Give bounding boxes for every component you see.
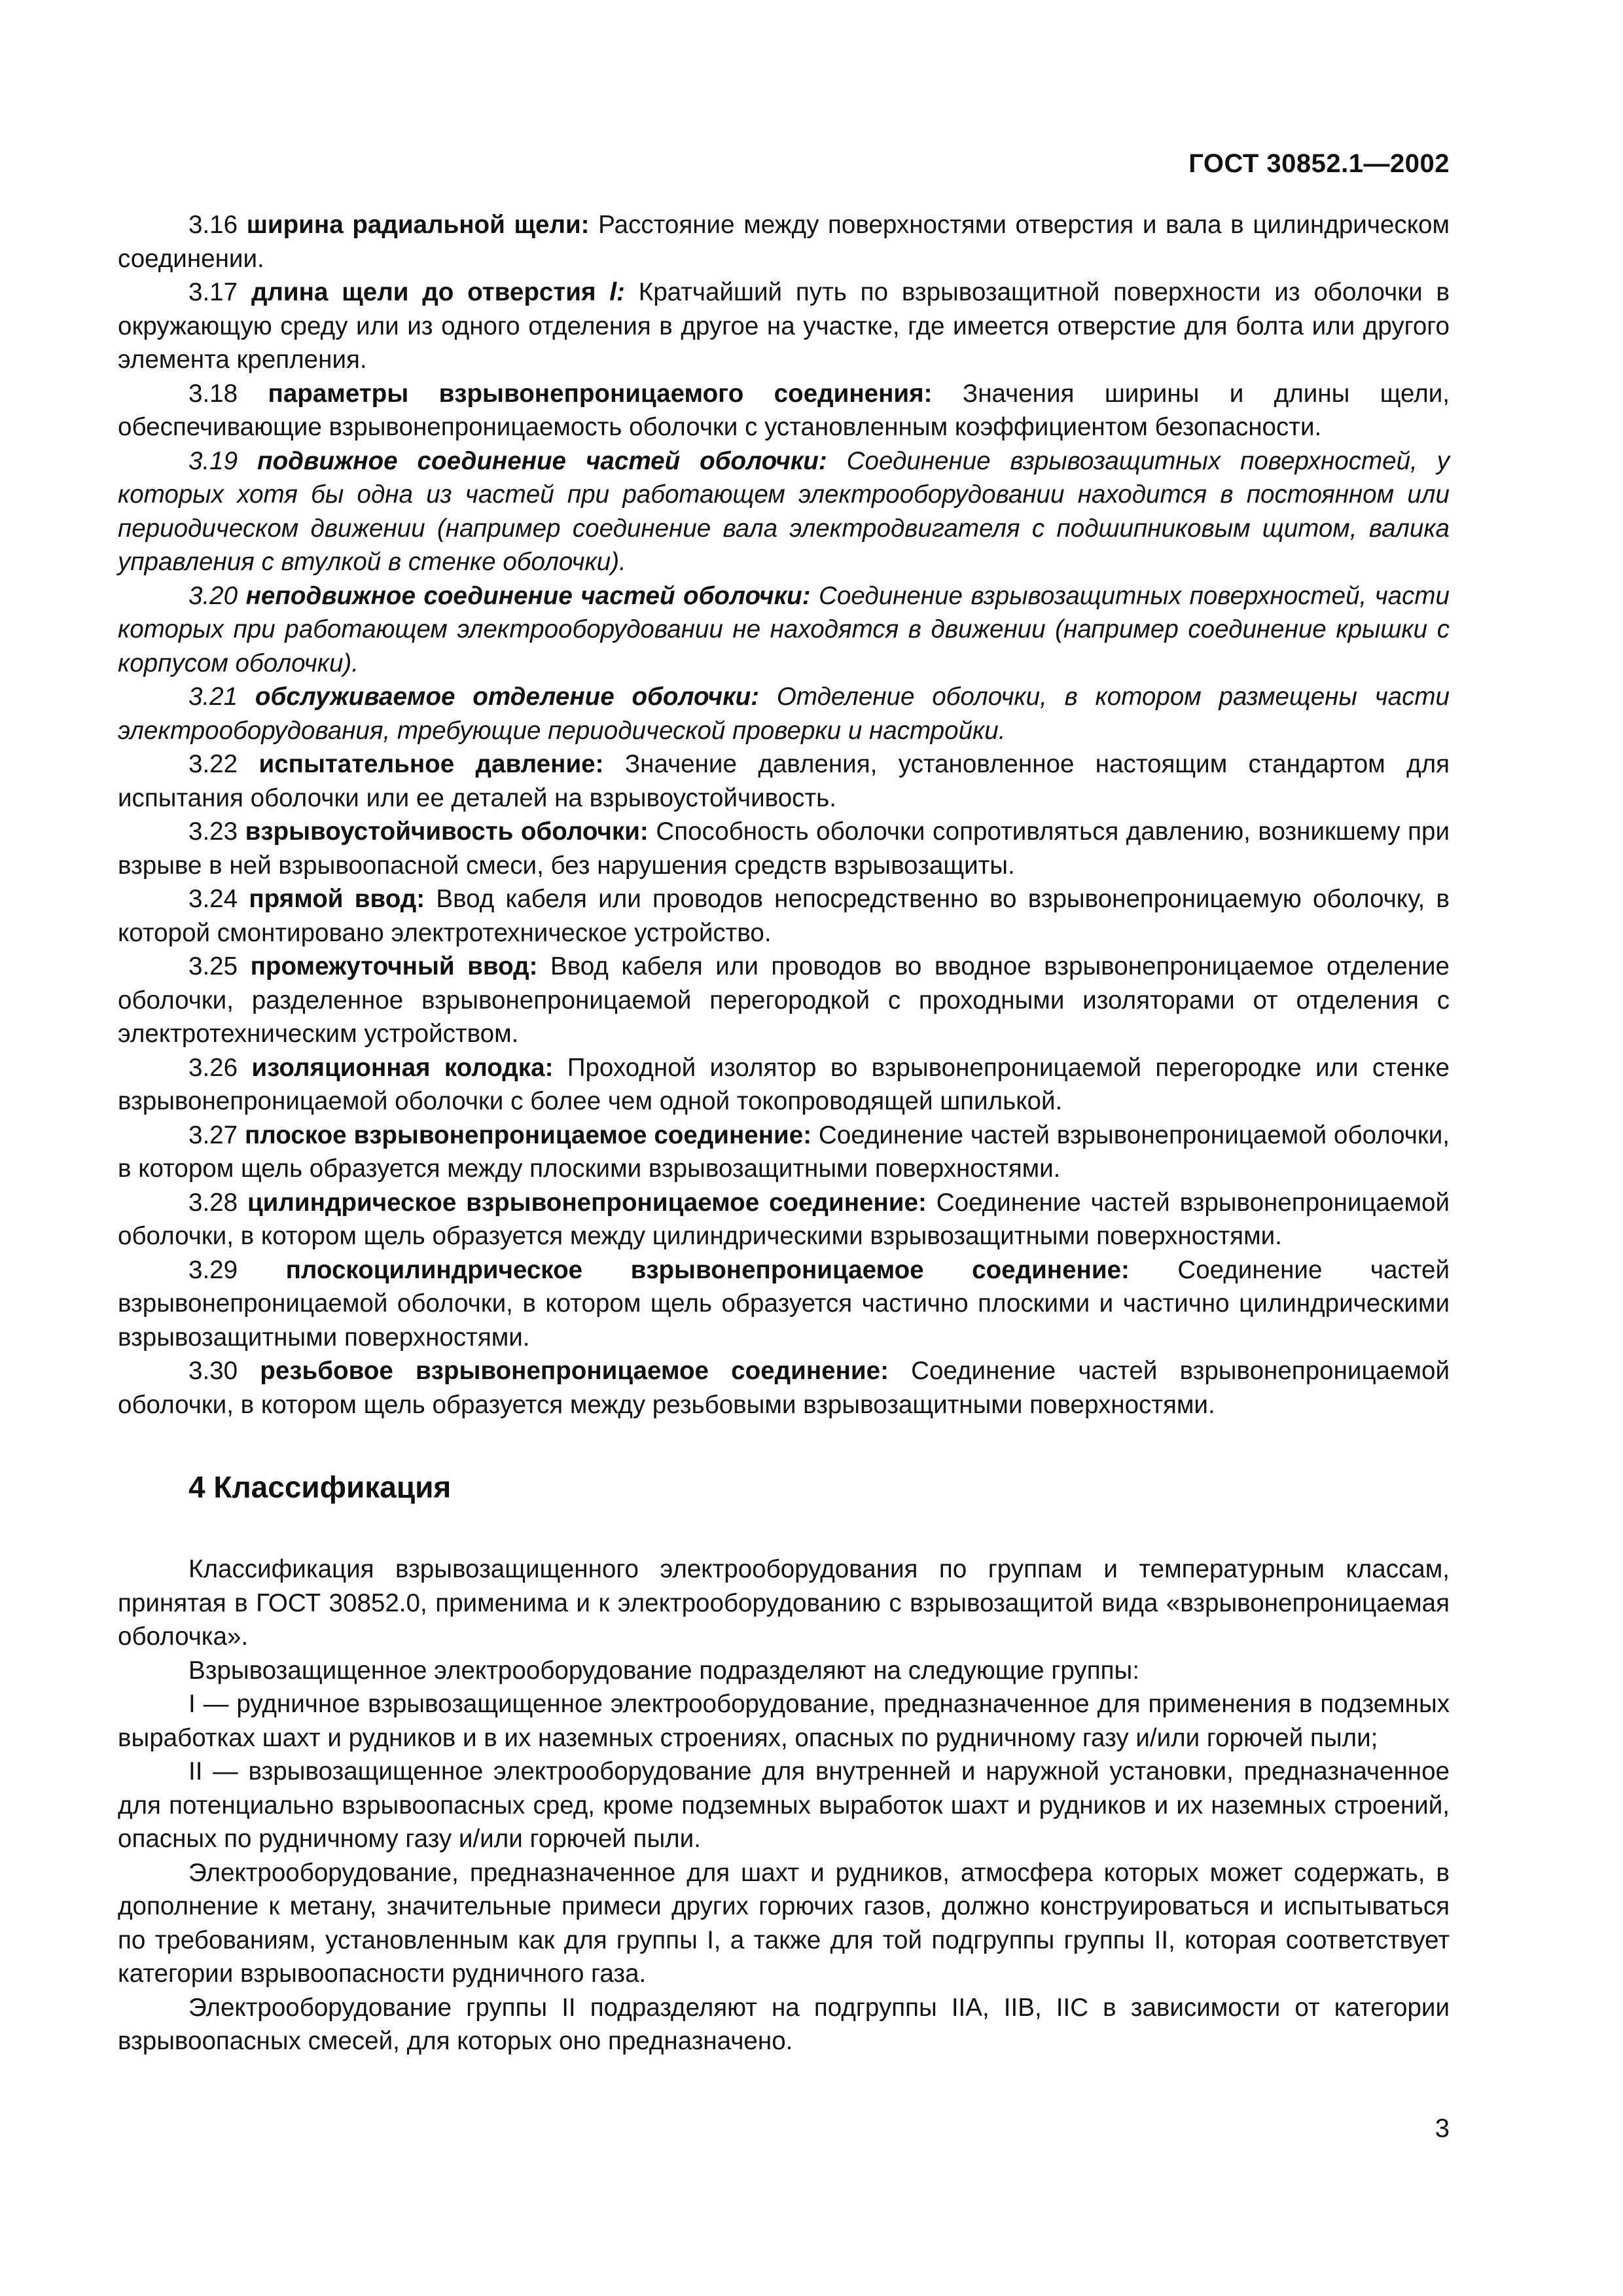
definition-3-17: 3.17 длина щели до отверстия l: Кратчайший путь по взрывозащитной поверхности из оболочки в окружающую среду или из одного отделения в другое на участке, где имеется отверстие для болта или другого элемента крепления. — [118, 278, 1450, 374]
definition-3-18: 3.18 параметры взрывонепроницаемого соединения: Значения ширины и длины щели, обеспечивающие взрывонепроницаемость оболочки с установленным коэффициентом безопасности. — [118, 379, 1450, 441]
definition-3-21: 3.21 обслуживаемое отделение оболочки: Отделение оболочки, в котором размещены части электрооборудования, требующие периодической проверки и настройки. — [118, 683, 1450, 745]
definition-3-28: 3.28 цилиндрическое взрывонепроницаемое соединение: Соединение частей взрывонепроницаемой оболочки, в котором щель образуется между цилиндрическими взрывозащитными поверхностями. — [118, 1188, 1450, 1250]
definition-3-19: 3.19 подвижное соединение частей оболочки: Соединение взрывозащитных поверхностей, у которых хотя бы одна из частей при работающем электрооборудовании находится в постоянном или периодическом движении (например соединение вала электродвигателя с подшипниковым щитом, валика управления с втулкой в стенке оболочки). — [118, 446, 1450, 576]
section-paragraph: Классификация взрывозащищенного электрооборудования по группам и температурным классам, принятая в ГОСТ 30852.0, применима и к электрооборудованию с взрывозащитой вида «взрывонепроницаемая оболочка». — [118, 1555, 1450, 1651]
definition-3-16: 3.16 ширина радиальной щели: Расстояние между поверхностями отверстия и вала в цилиндрическом соединении. — [118, 211, 1450, 273]
definition-3-26: 3.26 изоляционная колодка: Проходной изолятор во взрывонепроницаемой перегородке или стенке взрывонепроницаемой оболочки с более чем одной токопроводящей шпилькой. — [118, 1053, 1450, 1115]
page-content — [118, 208, 1450, 2058]
definition-3-30: 3.30 резьбовое взрывонепроницаемое соединение: Соединение частей взрывонепроницаемой оболочки, в котором щель образуется между резьбовыми взрывозащитными поверхностями. — [118, 1357, 1450, 1419]
section-paragraph: Электрооборудование группы II подразделяют на подгруппы IIA, IIB, IIC в зависимости от категории взрывоопасных смесей, для которых оно предназначено. — [118, 1993, 1450, 2055]
definition-3-22: 3.22 испытательное давление: Значение давления, установленное настоящим стандартом для испытания оболочки или ее деталей на взрывоустойчивость. — [118, 750, 1450, 812]
section-heading: 4 Классификация — [188, 1470, 452, 1504]
definition-3-20: 3.20 неподвижное соединение частей оболочки: Соединение взрывозащитных поверхностей, части которых при работающем электрооборудовании не находятся в движении (например соединение крышки с корпусом оболочки). — [118, 581, 1450, 677]
section-paragraph: Взрывозащищенное электрооборудование подразделяют на следующие группы: — [188, 1656, 1139, 1685]
definition-3-23: 3.23 взрывоустойчивость оболочки: Способность оболочки сопротивляться давлению, возникшему при взрыве в ней взрывоопасной смеси, без нарушения средств взрывозащиты. — [118, 817, 1450, 880]
section-paragraph: I — рудничное взрывозащищенное электрооборудование, предназначенное для применения в подземных выработках шахт и рудников и в их наземных строениях, опасных по рудничному газу и/или горючей пыли; — [118, 1690, 1450, 1752]
definition-3-27: 3.27 плоское взрывонепроницаемое соединение: Соединение частей взрывонепроницаемой оболочки, в котором щель образуется между плоскими взрывозащитными поверхностями. — [118, 1121, 1450, 1183]
section-paragraph: Электрооборудование, предназначенное для шахт и рудников, атмосфера которых может содержать, в дополнение к метану, значительные примеси других горючих газов, должно конструироваться и испытываться по требованиям, установленным как для группы I, а также для той подгруппы группы II, которая соответствует категории взрывоопасности рудничного газа. — [118, 1858, 1450, 1988]
definition-3-24: 3.24 прямой ввод: Ввод кабеля или проводов непосредственно во взрывонепроницаемую оболочку, в которой смонтировано электротехническое устройство. — [118, 885, 1450, 947]
page-number: 3 — [1435, 2114, 1450, 2143]
definition-3-29: 3.29 плоскоцилиндрическое взрывонепроницаемое соединение: Соединение частей взрывонепроницаемой оболочки, в котором щель образуется частично плоскими и частично цилиндрическими взрывозащитными поверхностями. — [118, 1255, 1450, 1352]
section-paragraph: II — взрывозащищенное электрооборудование для внутренней и наружной установки, предназначенное для потенциально взрывоопасных сред, кроме подземных выработок шахт и рудников и их наземных строений, опасных по рудничному газу и/или горючей пыли. — [118, 1757, 1450, 1853]
standard-code-header: ГОСТ 30852.1—2002 — [1188, 149, 1450, 178]
definition-3-25: 3.25 промежуточный ввод: Ввод кабеля или проводов во вводное взрывонепроницаемое отделение оболочки, разделенное взрывонепроницаемой перегородкой с проходными изоляторами от отделения с электротехническим устройством. — [118, 952, 1450, 1048]
